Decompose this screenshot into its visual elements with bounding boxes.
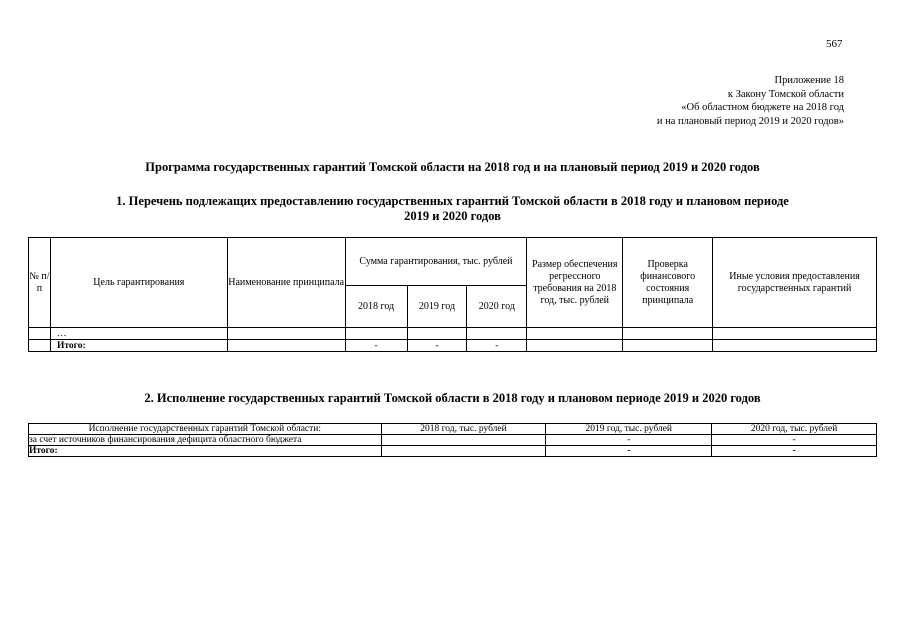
row-2020: -: [712, 435, 877, 446]
header-2018: 2018 год: [345, 286, 407, 328]
total-row: [29, 446, 877, 457]
total-2019: -: [407, 340, 467, 352]
header-sum-group: Сумма гарантирования, тыс. рублей: [345, 238, 527, 286]
table-row: [29, 435, 877, 446]
row-2019: -: [546, 435, 712, 446]
total-row: [29, 340, 877, 352]
header-execution: Исполнение государственных гарантий Томской области:: [29, 424, 382, 435]
appendix-line: Приложение 18: [774, 75, 844, 86]
header-2020: 2020 год: [467, 286, 527, 328]
row-label: за счет источников финансирования дефицита областного бюджета: [29, 435, 382, 446]
row-2018: [381, 435, 546, 446]
total-2018: -: [345, 340, 407, 352]
total-2019: -: [546, 446, 712, 457]
header-2019: 2019 год, тыс. рублей: [546, 424, 712, 435]
table-row: [29, 328, 877, 340]
header-principal: Наименование принципала: [227, 238, 345, 328]
guarantees-list-table: [28, 237, 877, 352]
section1-title-line1: 1. Перечень подлежащих предоставлению государственных гарантий Томской области в 2018 году и плановом периоде: [116, 194, 789, 208]
appendix-note: [657, 74, 844, 128]
header-2020: 2020 год, тыс. рублей: [712, 424, 877, 435]
document-title: Программа государственных гарантий Томской области на 2018 год и на плановый период 2019 и 2020 годов: [145, 160, 760, 174]
header-regress: Размер обеспечения регрессного требования на 2018 год, тыс. рублей: [527, 238, 623, 328]
appendix-line: «Об областном бюджете на 2018 год: [681, 102, 844, 113]
guarantees-execution-table: [28, 423, 877, 457]
header-other: Иные условия предоставления государственных гарантий: [713, 238, 877, 328]
header-purpose: Цель гарантирования: [50, 238, 227, 328]
header-num: № п/п: [29, 238, 51, 328]
total-label: Итого:: [29, 446, 382, 457]
page-number: 567: [826, 38, 843, 50]
section1-title: [55, 194, 850, 224]
appendix-line: и на плановый период 2019 и 2020 годов»: [656, 115, 844, 127]
ellipsis-cell: …: [50, 328, 227, 340]
header-2019: 2019 год: [407, 286, 467, 328]
total-2020: -: [467, 340, 527, 352]
total-label: Итого:: [50, 340, 227, 352]
section2-title: 2. Исполнение государственных гарантий Томской области в 2018 году и плановом периоде 2019 и 2020 годов: [144, 391, 761, 405]
appendix-line: к Закону Томской области: [727, 88, 844, 100]
total-2018: [381, 446, 546, 457]
section1-title-line2: 2019 и 2020 годов: [404, 209, 501, 223]
total-2020: -: [712, 446, 877, 457]
header-check: Проверка финансового состояния принципала: [623, 238, 713, 328]
header-2018: 2018 год, тыс. рублей: [381, 424, 546, 435]
